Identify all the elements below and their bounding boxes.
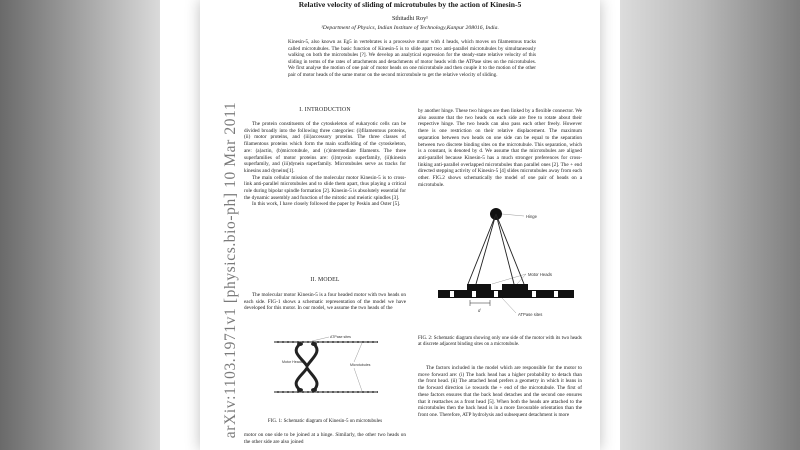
fig2-d-label: d [478, 308, 481, 313]
model-paragraph [244, 292, 406, 312]
fig2-atpase-label: ATPase sites [518, 312, 543, 317]
fig1-atpase-label: ATPase sites [330, 335, 351, 339]
abstract: Kinesin-5, also known as Eg5 in vertebrates is a processive motor with 4 heads, which moves on filamentous tracks called microtubules. The basic function of Kinesin-5 is to slide apart two anti-parallel microtubules by simultaneously walking on both the microtubules [?]. We develop an analytical expression for the steady-state relative velocity of this sliding in terms of the rates of attachments and detachments of motor heads with the ATPase sites on the microtubules. We first analyse the motion of one pair of motor heads on one microtubule and then couple it to the motion of the other pair of motor heads of the same motor on the second microtubule to get the relative velocity of sliding. [288, 39, 536, 78]
right-paragraph-1: by another hinge. These two hinges are then linked by a flexible connector. We also assume that the two heads on each side are free to rotate about their respective hinge. The two heads can also pass each other freely. However there is one restriction on their relative displacement. The maximum separation between two heads on one side can be equal to the separation between two discrete binding sites on the microtubule. This separation, which is a constant, is denoted by d. We assume that the microtubules are aligned anti-parallel because Kinesin-5 has a much stronger preferences for cross-linking anti-parallel overlapped microtubules than parallel ones [2]. The + end directed stepping activity of Kinesin-5 [4] slides microtubules away from each other. FIG.2 shows schematically the model of one pair of heads on a microtubule. [418, 108, 582, 188]
viewer-background-right [620, 0, 800, 450]
viewer-background-left [0, 0, 160, 450]
right-column-top [418, 108, 582, 188]
figure-1-caption: FIG. 1: Schematic diagram of Kinesin-5 on microtubules [267, 419, 383, 424]
author-name: Sthitadhi Roy¹ [391, 15, 429, 22]
arxiv-stamp: arXiv:1103.1971v1 [physics.bio-ph] 10 Mar 2011 [222, 101, 239, 439]
fig1-microtubules-label: Microtubules [350, 363, 371, 367]
fig2-motor-heads-label: Motor Heads [528, 272, 552, 277]
model-heading: II. MODEL [310, 277, 340, 283]
figure-2-caption: FIG. 2: Schematic diagram showing only one side of the motor with its two heads at discrete adjacent binding sites on a microtubule. [418, 336, 582, 348]
left-bottom-text: motor on one side to be joined at a hinge. Similarly, the other two heads on the other side are also joined [244, 432, 406, 445]
intro-paragraph-2: The main cellular mission of the molecular motor Kinesin-5 is to cross-link anti-parallel microtubules and to slide them apart, thus playing a critical role during bipolar spindle formation [2]. Kinesin-5 is absolutely essential for the dynamic assembly and function of the mitotic and meiotic spindles [3]. [244, 174, 406, 201]
figure-1-diagram [272, 332, 382, 408]
left-column-intro [244, 121, 406, 208]
right-paragraph-2: The factors included in the model which are responsible for the motor to move forward are: (i) The back head has a higher probability to detach than the front head. (ii) The attached head prefers a geometry in which it leans in the forward direction i.e towards the + end of the microtubule. The first of these factors ensures that the back head detaches and the second one ensures that it reattaches as a front head [5]. When both the heads are attached to the microtubules then the back head is in a more favourable orientation than the front one. Therefore, ATP hydrolysis and subsequent detachment is more [418, 365, 582, 418]
fig1-motor-heads-label: Motor Heads [282, 360, 303, 364]
right-column-bottom [418, 365, 582, 419]
left-column-bottom [244, 432, 406, 445]
intro-paragraph-1: The protein constituents of the cytoskeleton of eukaryotic cells can be divided broadly into the following three categories: (i)filamentous proteins, (ii) motor proteins, and (iii)accessory proteins. The three classes of filamentous proteins which form the main scaffolding of the cytoskeleton, are: (a)actin, (b)microtubule, and (c)intermediate filaments. The three superfamilies of motor proteins are: (i)myosin superfamily, (ii)kinesin superfamily, and (iii)dynein superfamily. Microtubules serve as tracks for kinesins and dyneins[1]. [244, 121, 406, 174]
paper-title: Relative velocity of sliding of microtubules by the action of Kinesin-5 [298, 0, 522, 9]
figure-2-diagram [432, 204, 584, 322]
intro-heading: I. INTRODUCTION [299, 107, 351, 113]
author-affiliation: ¹Department of Physics, Indian Institute of Technology,Kanpur 208016, India. [321, 25, 499, 31]
model-paragraph-1: The molecular motor Kinesin-5 is a four headed motor with two heads on each side. FIG-1 shows a schematic representation of the model we have developed for this motor. In our model, we assume the two heads of the [244, 292, 406, 312]
fig2-hinge-label: Hinge [526, 214, 537, 219]
intro-paragraph-3: In this work, I have closely followed the paper by Peskin and Oster [5]. [252, 201, 401, 208]
